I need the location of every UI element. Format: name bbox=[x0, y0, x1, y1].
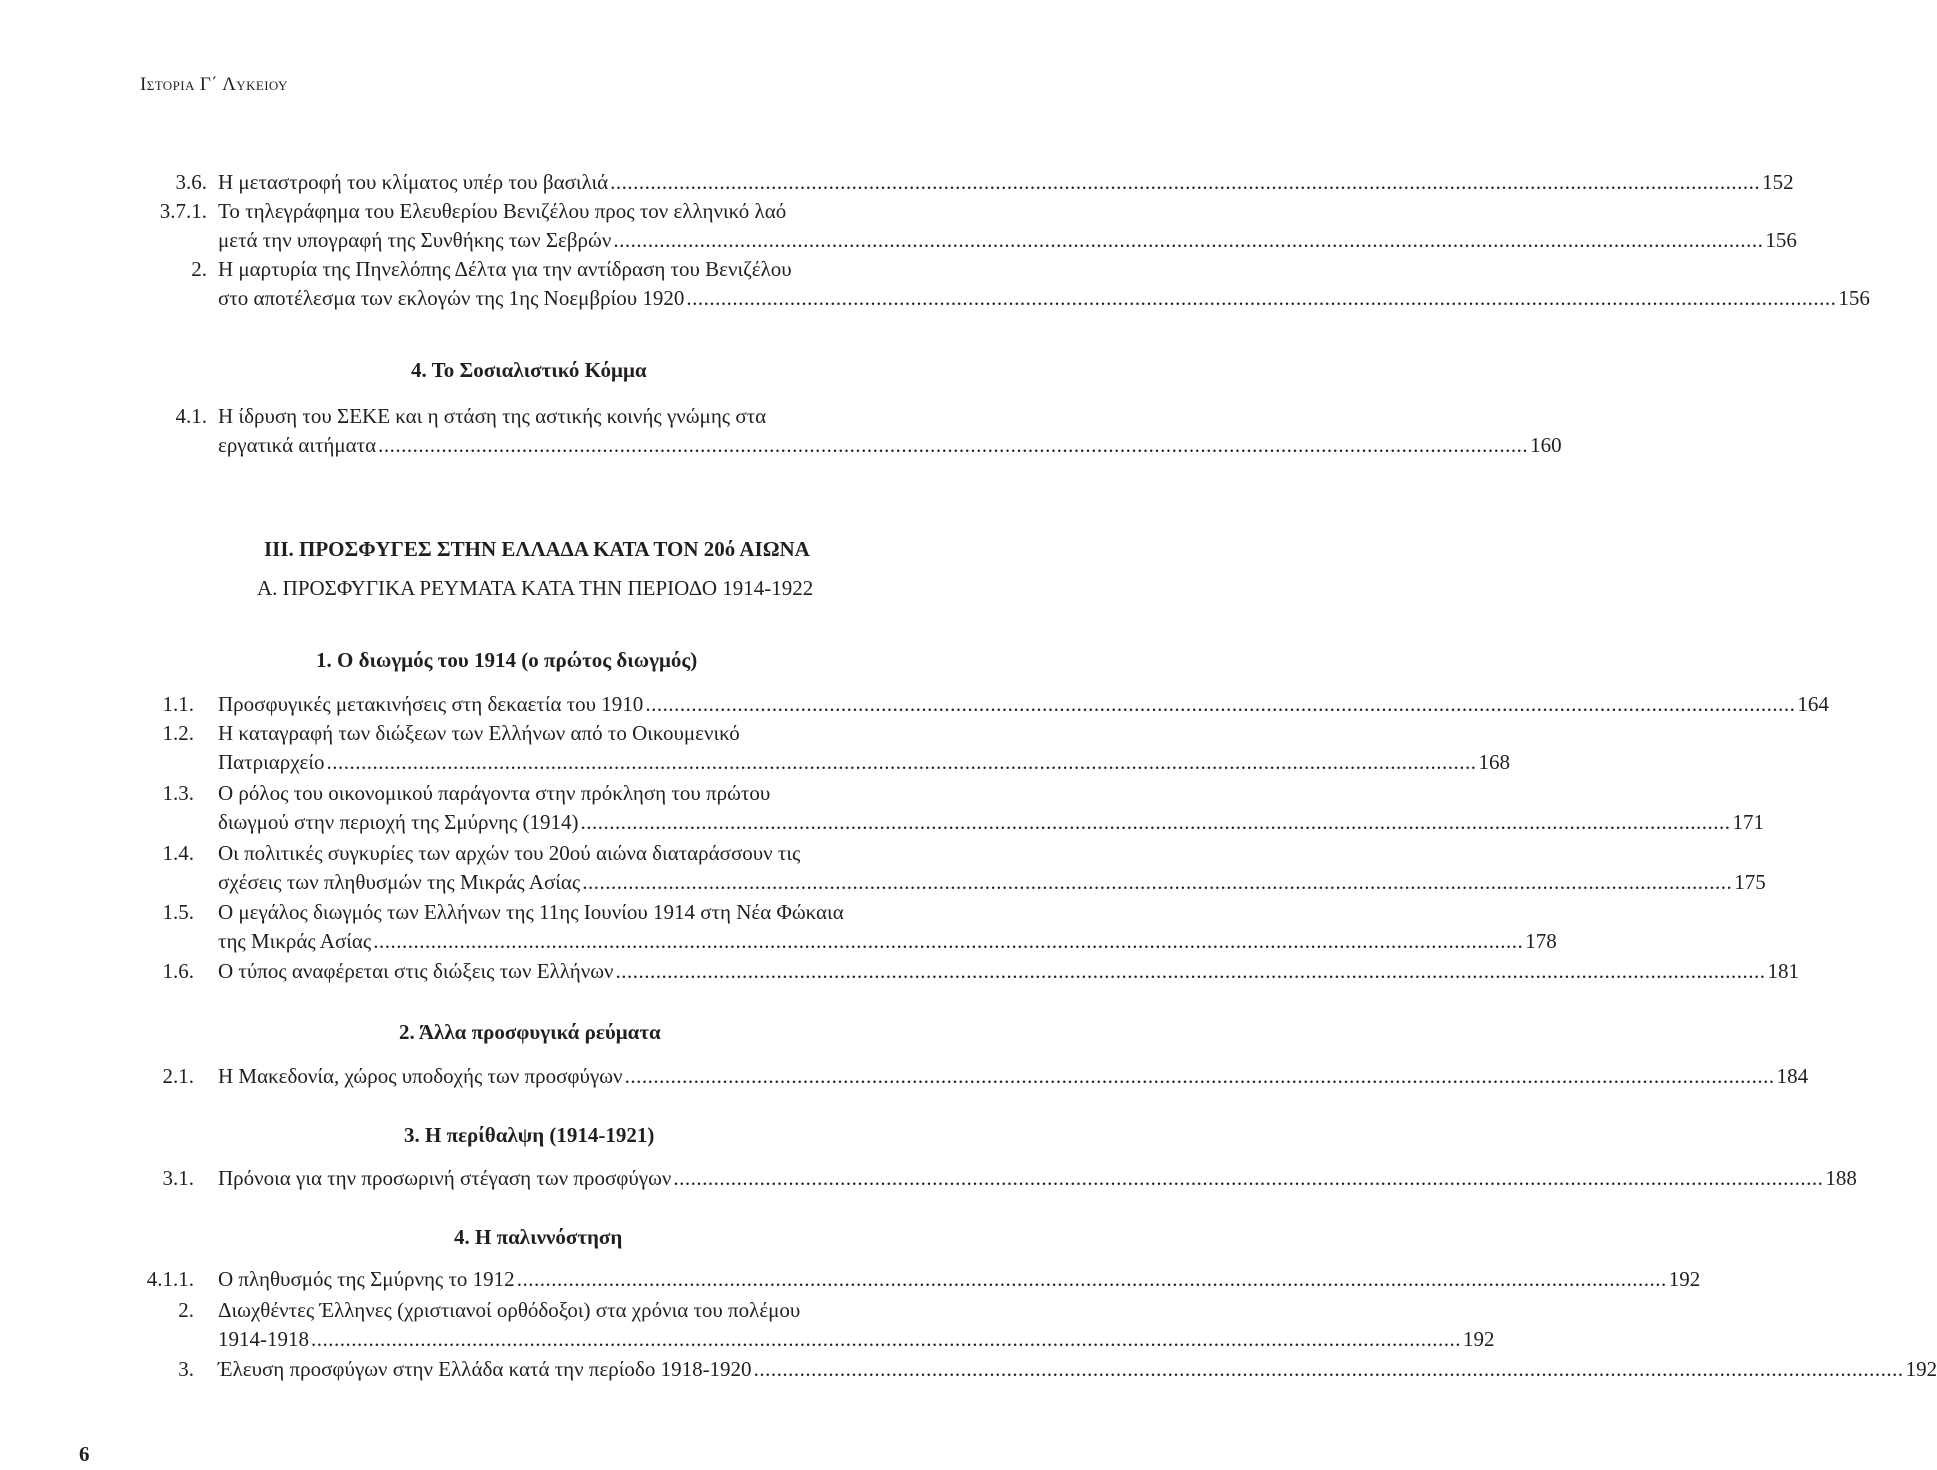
dot-leader: ........................................................................................................................................................................................................ bbox=[613, 228, 1764, 252]
toc-entry bbox=[0, 838, 960, 868]
entry-title-line: Ο μεγάλος διωγμός των Ελλήνων της 11ης Ιουνίου 1914 στη Νέα Φώκαια bbox=[218, 900, 844, 924]
dot-leader: ........................................................................................................................................................................................................ bbox=[580, 810, 1731, 834]
dot-leader: ........................................................................................................................................................................................................ bbox=[645, 692, 1796, 716]
entry-page: 156 bbox=[1765, 228, 1797, 252]
section-heading: 2. Άλλα προσφυγικά ρεύματα bbox=[399, 1020, 661, 1044]
entry-number: 1.2. bbox=[162, 721, 194, 745]
toc-entry bbox=[0, 1061, 1809, 1091]
entry-page: 175 bbox=[1734, 870, 1766, 894]
section-heading: 4. Το Σοσιαλιστικό Κόμμα bbox=[411, 358, 647, 382]
toc-entry bbox=[0, 897, 960, 927]
dot-leader: ........................................................................................................................................................................................................ bbox=[673, 1166, 1824, 1190]
dot-leader: ........................................................................................................................................................................................................ bbox=[373, 929, 1524, 953]
toc-entry bbox=[0, 196, 960, 226]
dot-leader: ........................................................................................................................................................................................................ bbox=[686, 286, 1837, 310]
entry-title: Πρόνοια για την προσωρινή στέγαση των προσφύγων bbox=[218, 1166, 672, 1190]
entry-page: 168 bbox=[1478, 750, 1511, 774]
entry-page: 181 bbox=[1767, 959, 1800, 983]
entry-title-line: Η ίδρυση του ΣΕΚΕ και η στάση της αστικής κοινής γνώμης στα bbox=[218, 404, 767, 428]
entry-page: 184 bbox=[1776, 1064, 1809, 1088]
entry-title-line: Ο ρόλος του οικονομικού παράγοντα στην πρόκληση του πρώτου bbox=[218, 781, 771, 805]
dot-leader: ........................................................................................................................................................................................................ bbox=[615, 959, 1766, 983]
toc-entry-continuation bbox=[0, 1324, 1495, 1354]
toc-entry bbox=[0, 401, 960, 431]
toc-entry-continuation bbox=[0, 430, 1562, 460]
entry-title: Προσφυγικές μετακινήσεις στη δεκαετία του 1910 bbox=[218, 692, 644, 716]
toc-entry bbox=[0, 167, 1794, 197]
entry-title: της Μικράς Ασίας bbox=[218, 929, 372, 953]
toc-entry-continuation bbox=[0, 926, 1557, 956]
entry-number: 2.1. bbox=[162, 1064, 194, 1088]
toc-entry bbox=[0, 254, 960, 284]
entry-number: 3. bbox=[178, 1357, 194, 1381]
entry-title: σχέσεις των πληθυσμών της Μικράς Ασίας bbox=[218, 870, 581, 894]
dot-leader: ........................................................................................................................................................................................................ bbox=[378, 433, 1529, 457]
entry-number: 1.3. bbox=[162, 781, 194, 805]
entry-title: διωγμού στην περιοχή της Σμύρνης (1914) bbox=[218, 810, 579, 834]
toc-entry-continuation bbox=[0, 283, 1870, 313]
entry-number: 1.6. bbox=[162, 959, 194, 983]
entry-title: Η μεταστροφή του κλίματος υπέρ του βασιλιά bbox=[218, 170, 609, 194]
toc-entry bbox=[0, 689, 1829, 719]
dot-leader: ........................................................................................................................................................................................................ bbox=[610, 170, 1761, 194]
entry-number: 3.6. bbox=[175, 170, 207, 194]
dot-leader: ........................................................................................................................................................................................................ bbox=[624, 1064, 1775, 1088]
entry-number: 3.1. bbox=[162, 1166, 194, 1190]
entry-title: Η Μακεδονία, χώρος υποδοχής των προσφύγων bbox=[218, 1064, 623, 1088]
entry-number: 4.1.1. bbox=[146, 1267, 194, 1291]
entry-number: 2. bbox=[191, 257, 207, 281]
dot-leader: ........................................................................................................................................................................................................ bbox=[753, 1357, 1904, 1381]
toc-entry-continuation bbox=[0, 807, 1765, 837]
entry-page: 156 bbox=[1838, 286, 1870, 310]
entry-number: 2. bbox=[178, 1298, 194, 1322]
section-heading: 1. Ο διωγμός του 1914 (ο πρώτος διωγμός) bbox=[316, 648, 698, 672]
entry-title: μετά την υπογραφή της Συνθήκης των Σεβρών bbox=[218, 228, 612, 252]
toc-entry bbox=[0, 778, 960, 808]
entry-number: 3.7.1. bbox=[159, 199, 207, 223]
entry-page: 188 bbox=[1825, 1166, 1857, 1190]
entry-title: Πατριαρχείο bbox=[218, 750, 325, 774]
entry-title: Ο πληθυσμός της Σμύρνης το 1912 bbox=[218, 1267, 515, 1291]
entry-title: Ο τύπος αναφέρεται στις διώξεις των Ελλήνων bbox=[218, 959, 614, 983]
dot-leader: ........................................................................................................................................................................................................ bbox=[516, 1267, 1667, 1291]
entry-title-line: Η καταγραφή των διώξεων των Ελλήνων από το Οικουμενικό bbox=[218, 721, 740, 745]
entry-title: στο αποτέλεσμα των εκλογών της 1ης Νοεμβρίου 1920 bbox=[218, 286, 685, 310]
toc-entry bbox=[0, 718, 960, 748]
section-heading: 4. Η παλιννόστηση bbox=[454, 1225, 623, 1249]
dot-leader: ........................................................................................................................................................................................................ bbox=[582, 870, 1733, 894]
entry-number: 4.1. bbox=[175, 404, 207, 428]
entry-page: 171 bbox=[1732, 810, 1765, 834]
toc-entry bbox=[0, 1163, 1857, 1193]
toc-entry bbox=[0, 1354, 1937, 1384]
entry-page: 192 bbox=[1463, 1327, 1495, 1351]
section-heading: 3. Η περίθαλψη (1914-1921) bbox=[404, 1123, 655, 1147]
entry-title: εργατικά αιτήματα bbox=[218, 433, 377, 457]
entry-page: 178 bbox=[1525, 929, 1557, 953]
toc-entry-continuation bbox=[0, 225, 1797, 255]
chapter-heading: Α. ΠΡΟΣΦΥΓΙΚΑ ΡΕΥΜΑΤΑ ΚΑΤΑ ΤΗΝ ΠΕΡΙΟΔΟ 1914-1922 bbox=[257, 576, 814, 600]
entry-page: 192 bbox=[1668, 1267, 1701, 1291]
dot-leader: ........................................................................................................................................................................................................ bbox=[326, 750, 1477, 774]
entry-page: 152 bbox=[1762, 170, 1794, 194]
entry-title-line: Το τηλεγράφημα του Ελευθερίου Βενιζέλου προς τον ελληνικό λαό bbox=[218, 199, 787, 223]
entry-number: 1.1. bbox=[162, 692, 194, 716]
entry-page: 192 bbox=[1905, 1357, 1937, 1381]
toc-entry bbox=[0, 1264, 1701, 1294]
toc-entry-continuation bbox=[0, 867, 1766, 897]
entry-title-line: Οι πολιτικές συγκυρίες των αρχών του 20ού αιώνα διαταράσσουν τις bbox=[218, 841, 801, 865]
dot-leader: ........................................................................................................................................................................................................ bbox=[311, 1327, 1461, 1351]
entry-title: Έλευση προσφύγων στην Ελλάδα κατά την περίοδο 1918-1920 bbox=[218, 1357, 752, 1381]
toc-entry bbox=[0, 1295, 960, 1325]
page-number: 6 bbox=[79, 1442, 90, 1466]
entry-page: 160 bbox=[1530, 433, 1562, 457]
entry-page: 164 bbox=[1797, 692, 1829, 716]
part-heading: ΙΙΙ. ΠΡΟΣΦΥΓΕΣ ΣΤΗΝ ΕΛΛΑΔΑ ΚΑΤΑ ΤΟΝ 20ό ΑΙΩΝΑ bbox=[264, 537, 810, 561]
entry-title: 1914-1918 bbox=[218, 1327, 309, 1351]
toc-entry bbox=[0, 956, 1800, 986]
running-head: Ιστορια Γ΄ Λυκειου bbox=[140, 74, 288, 95]
entry-number: 1.4. bbox=[162, 841, 194, 865]
entry-title-line: Η μαρτυρία της Πηνελόπης Δέλτα για την αντίδραση του Βενιζέλου bbox=[218, 257, 792, 281]
entry-title-line: Διωχθέντες Έλληνες (χριστιανοί ορθόδοξοι) στα χρόνια του πολέμου bbox=[218, 1298, 801, 1322]
entry-number: 1.5. bbox=[162, 900, 194, 924]
toc-entry-continuation bbox=[0, 747, 1511, 777]
